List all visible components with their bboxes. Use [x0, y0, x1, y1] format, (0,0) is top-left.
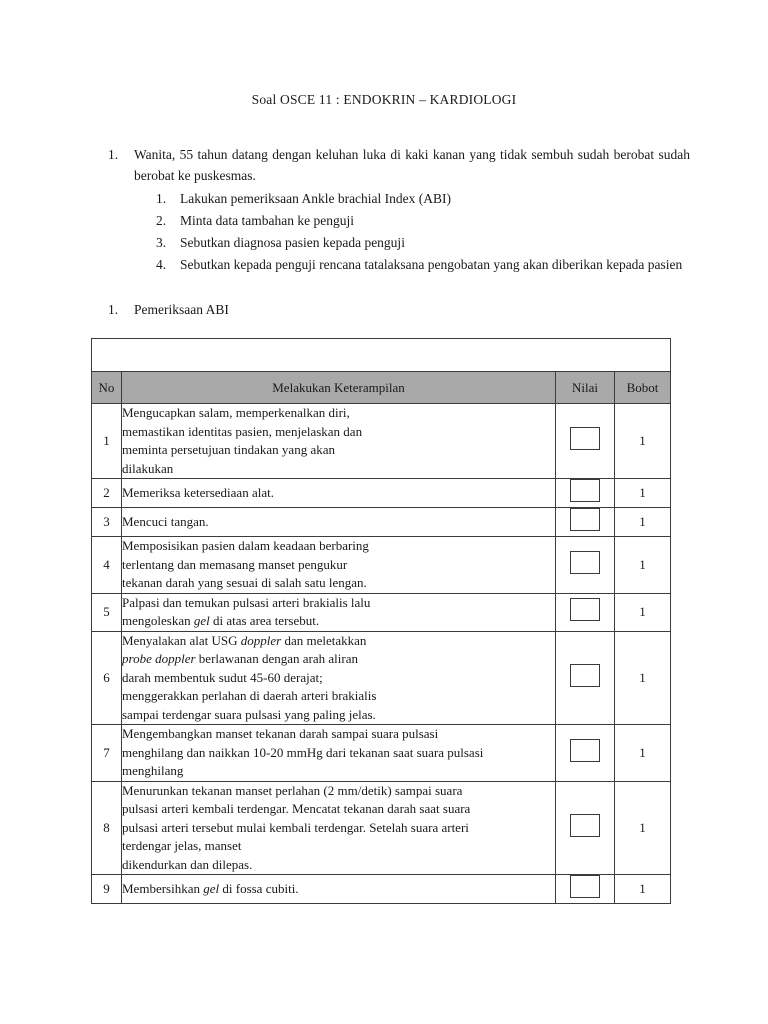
task-number: 1.	[156, 191, 167, 206]
table-row	[92, 404, 671, 479]
empty-checkbox-icon[interactable]	[570, 479, 600, 502]
skills-table-wrapper	[0, 338, 768, 904]
table-row	[92, 875, 671, 904]
case-item	[108, 144, 690, 275]
cell-nilai[interactable]	[556, 508, 615, 537]
empty-checkbox-icon[interactable]	[570, 664, 600, 687]
cell-row-number: 4	[92, 537, 122, 594]
cell-row-number: 2	[92, 479, 122, 508]
case-body	[134, 144, 690, 275]
cell-nilai[interactable]	[556, 875, 615, 904]
list-item	[156, 210, 690, 231]
task-text: Minta data tambahan ke penguji	[180, 213, 354, 228]
table-spacer-row	[92, 339, 671, 372]
emphasis-term: gel	[193, 613, 210, 628]
table-row	[92, 508, 671, 537]
table-row	[92, 781, 671, 875]
column-header-nilai: Nilai	[556, 372, 615, 404]
cell-nilai[interactable]	[556, 781, 615, 875]
cell-skill-text: Menurunkan tekanan manset perlahan (2 mm/detik) sampai suara pulsasi arteri kembali terdengar. Mencatat tekanan darah saat suara pulsasi arteri tersebut mulai kembali terdengar. Setelah suara arteri terdengar jelas, manset dikendurkan dan dilepas.	[122, 781, 556, 875]
cell-bobot: 1	[615, 537, 671, 594]
cell-skill-text: Mencuci tangan.	[122, 508, 556, 537]
cell-row-number: 6	[92, 631, 122, 725]
table-row	[92, 631, 671, 725]
column-header-bobot: Bobot	[615, 372, 671, 404]
cell-bobot: 1	[615, 479, 671, 508]
task-text: Sebutkan kepada penguji rencana tatalaksana pengobatan yang akan diberikan kepada pasien	[180, 257, 683, 272]
cell-row-number: 1	[92, 404, 122, 479]
task-list	[134, 188, 690, 275]
cell-bobot: 1	[615, 781, 671, 875]
empty-checkbox-icon[interactable]	[570, 427, 600, 450]
table-row	[92, 479, 671, 508]
table-spacer-cell	[92, 339, 671, 372]
cell-row-number: 3	[92, 508, 122, 537]
empty-checkbox-icon[interactable]	[570, 598, 600, 621]
cell-nilai[interactable]	[556, 725, 615, 782]
cell-bobot: 1	[615, 404, 671, 479]
table-row	[92, 725, 671, 782]
list-item	[156, 188, 690, 209]
case-section	[0, 144, 768, 275]
list-item	[156, 232, 690, 253]
column-header-no: No	[92, 372, 122, 404]
task-text: Sebutkan diagnosa pasien kepada penguji	[180, 235, 405, 250]
cell-skill-text: Memeriksa ketersediaan alat.	[122, 479, 556, 508]
column-header-skill: Melakukan Keterampilan	[122, 372, 556, 404]
cell-nilai[interactable]	[556, 593, 615, 631]
skills-table-body	[92, 339, 671, 904]
cell-row-number: 5	[92, 593, 122, 631]
list-item	[156, 254, 690, 275]
empty-checkbox-icon[interactable]	[570, 875, 600, 898]
table-row	[92, 593, 671, 631]
cell-row-number: 9	[92, 875, 122, 904]
cell-nilai[interactable]	[556, 537, 615, 594]
cell-bobot: 1	[615, 725, 671, 782]
case-text: Wanita, 55 tahun datang dengan keluhan luka di kaki kanan yang tidak sembuh sudah berobat sudah berobat ke puskesmas.	[134, 147, 690, 183]
table-header-row	[92, 372, 671, 404]
cell-nilai[interactable]	[556, 404, 615, 479]
emphasis-term: doppler	[240, 632, 282, 648]
section-number: 1.	[108, 302, 119, 317]
section-heading-block	[0, 299, 768, 320]
skills-table	[91, 338, 671, 904]
empty-checkbox-icon[interactable]	[570, 814, 600, 837]
cell-skill-text: Membersihkan gel di fossa cubiti.	[122, 875, 556, 904]
section-item	[108, 299, 768, 320]
cell-row-number: 7	[92, 725, 122, 782]
task-number: 4.	[156, 257, 167, 272]
emphasis-term: probe doppler	[122, 651, 196, 666]
page-title: Soal OSCE 11 : ENDOKRIN – KARDIOLOGI	[251, 92, 517, 107]
cell-skill-text: Menyalakan alat USG doppler dan meletakkan probe doppler berlawanan dengan arah aliran darah membentuk sudut 45-60 derajat; menggerakkan perlahan di daerah arteri brakialis sampai terdengar suara pulsasi yang paling jelas.	[122, 631, 556, 725]
task-number: 3.	[156, 235, 167, 250]
cell-row-number: 8	[92, 781, 122, 875]
cell-bobot: 1	[615, 631, 671, 725]
case-number: 1.	[108, 147, 119, 162]
empty-checkbox-icon[interactable]	[570, 739, 600, 762]
cell-bobot: 1	[615, 593, 671, 631]
emphasis-term: gel	[203, 880, 220, 896]
cell-skill-text: Palpasi dan temukan pulsasi arteri brakialis lalu mengoleskan gel di atas area tersebut.	[122, 593, 556, 631]
cell-skill-text: Memposisikan pasien dalam keadaan berbaring terlentang dan memasang manset pengukur tekanan darah yang sesuai di salah satu lengan.	[122, 537, 556, 594]
empty-checkbox-icon[interactable]	[570, 551, 600, 574]
cell-skill-text: Mengucapkan salam, memperkenalkan diri, memastikan identitas pasien, menjelaskan dan meminta persetujuan tindakan yang akan dilakukan	[122, 404, 556, 479]
cell-bobot: 1	[615, 508, 671, 537]
table-row	[92, 537, 671, 594]
cell-skill-text: Mengembangkan manset tekanan darah sampai suara pulsasi menghilang dan naikkan 10-20 mmHg dari tekanan saat suara pulsasi menghilang	[122, 725, 556, 782]
cell-nilai[interactable]	[556, 631, 615, 725]
empty-checkbox-icon[interactable]	[570, 508, 600, 531]
task-text: Lakukan pemeriksaan Ankle brachial Index (ABI)	[180, 191, 452, 206]
cell-nilai[interactable]	[556, 479, 615, 508]
task-number: 2.	[156, 213, 167, 228]
section-label: Pemeriksaan ABI	[134, 302, 229, 317]
cell-bobot: 1	[615, 875, 671, 904]
